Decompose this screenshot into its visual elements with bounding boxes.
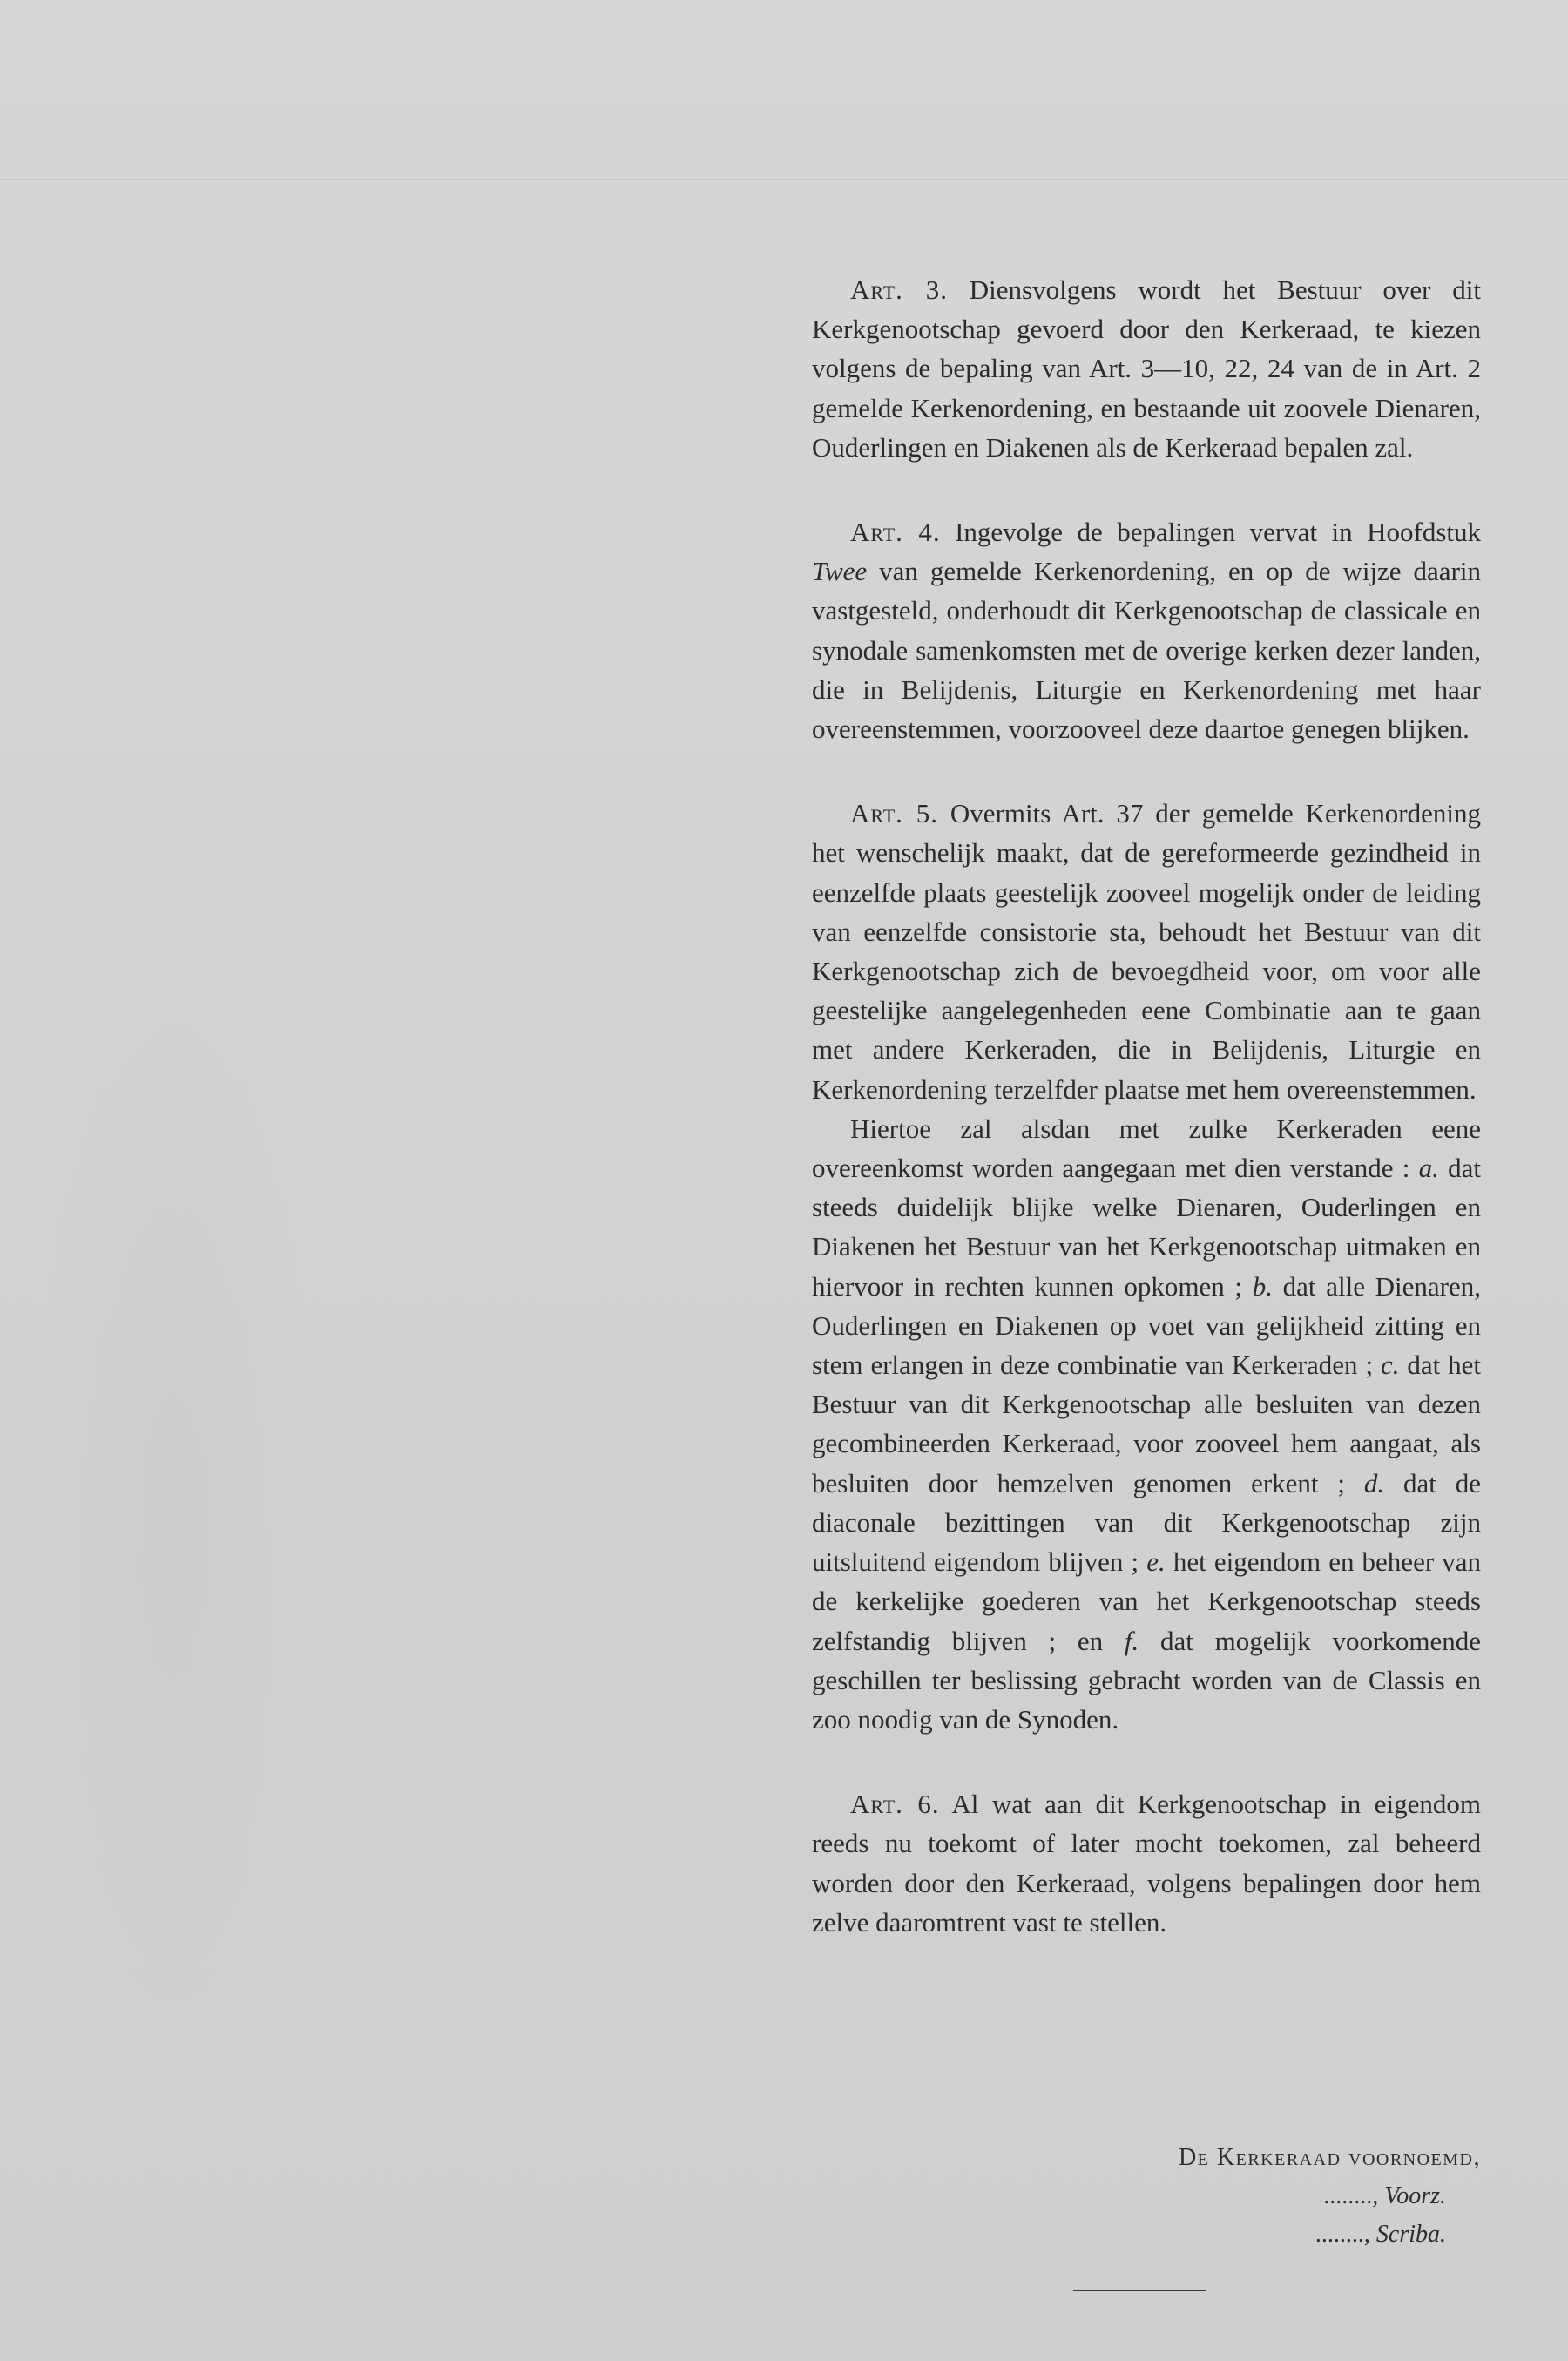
clause-text-a: dat steeds duidelijk blijke welke Dienaren, Ouderlingen en Diakenen het Bestuur van het Kerkgenootschap uitmaken en hiervoor in rechten kunnen opkomen ; bbox=[812, 1153, 1482, 1302]
clause-text-d: dat de diaconale bezittingen van dit Kerkgenootschap zijn uitsluitend eigendom blijven ; bbox=[812, 1467, 1482, 1578]
article-6 bbox=[812, 1784, 1481, 1942]
signature-secretary-line bbox=[1045, 2216, 1481, 2254]
signature-secretary-dots: ........, bbox=[1315, 2221, 1370, 2248]
article-4-text-before: Ingevolge de bepalingen vervat in Hoofdstuk bbox=[955, 517, 1482, 548]
article-4-text-after: van gemelde Kerkenordening, en op de wijze daarin vastgesteld, onderhoudt dit Kerkgenootschap de classicale en synodale samenkomsten met de overige kerken dezer landen, die in Belijdenis, Liturgie en Kerkenordening met haar overeenstemmen, voorzooveel deze daartoe genegen blijken. bbox=[812, 556, 1482, 745]
clause-letter-d: d. bbox=[1363, 1467, 1385, 1498]
clause-text-e: het eigendom en beheer van de kerkelijke goederen van het Kerkgenootschap steeds zelfstandig blijven ; en bbox=[812, 1546, 1482, 1656]
article-6-label: Art. 6. bbox=[850, 1789, 940, 1820]
paper-fold-line bbox=[0, 179, 1568, 180]
article-5-continuation bbox=[812, 1109, 1481, 1739]
article-4-emphasis: Twee bbox=[812, 556, 868, 587]
article-6-text: Al wat aan dit Kerkgenootschap in eigendom reeds nu toekomt of later mocht toekomen, zal beheerd worden door den Kerkeraad, volgens bepalingen door hem zelve daaromtrent vast te stellen. bbox=[812, 1789, 1481, 1938]
clause-text-b: dat alle Dienaren, Ouderlingen en Diakenen op voet van gelijkheid zitting en stem erlangen in deze combinatie van Kerkeraden ; bbox=[812, 1270, 1481, 1381]
article-5-intro: Hiertoe zal alsdan met zulke Kerkeraden eene overeenkomst worden aangegaan met dien verstande : bbox=[812, 1113, 1481, 1184]
text-column bbox=[812, 270, 1481, 1942]
clause-letter-e: e. bbox=[1146, 1546, 1166, 1578]
clause-text-f: dat mogelijk voorkomende geschillen ter beslissing gebracht worden van de Classis en zoo noodig van de Synoden. bbox=[812, 1625, 1481, 1735]
signature-chair-title: Voorz. bbox=[1384, 2182, 1446, 2209]
article-5 bbox=[812, 794, 1481, 1109]
clause-letter-b: b. bbox=[1252, 1270, 1273, 1302]
closing-rule bbox=[1073, 2290, 1206, 2291]
article-3 bbox=[812, 270, 1481, 467]
signature-secretary-title: Scriba. bbox=[1375, 2221, 1446, 2248]
clause-text-c: dat het Bestuur van dit Kerkgenootschap alle besluiten van dezen gecombineerden Kerkeraad, voor zooveel hem aangaat, als besluiten door hemzelven genomen erkent ; bbox=[812, 1350, 1481, 1498]
show-through-bleed bbox=[35, 958, 314, 2047]
article-4 bbox=[812, 512, 1481, 748]
clause-letter-c: c. bbox=[1380, 1350, 1400, 1381]
article-5-text: Overmits Art. 37 der gemelde Kerkenordening het wenschelijk maakt, dat de gereformeerde gezindheid in eenzelfde plaats geestelijk zooveel mogelijk onder de leiding van eenzelfde consistorie sta, behoudt het Bestuur van dit Kerkgenootschap zich de bevoegdheid voor, om voor alle geestelijke aangelegenheden eene Combinatie aan te gaan met andere Kerkeraden, die in Belijdenis, Liturgie en Kerkenordening terzelfder plaatse met hem overeenstemmen. bbox=[812, 798, 1481, 1105]
article-3-text: Diensvolgens wordt het Bestuur over dit Kerkgenootschap gevoerd door den Kerkeraad, te kiezen volgens de bepaling van Art. 3—10, 22, 24 van de in Art. 2 gemelde Kerkenordening, en bestaande uit zoovele Dienaren, Ouderlingen en Diakenen als de Kerkeraad bepalen zal. bbox=[812, 274, 1482, 463]
clause-letter-a: a. bbox=[1418, 1153, 1439, 1184]
signature-heading: De Kerkeraad voornoemd, bbox=[1178, 2144, 1481, 2171]
article-3-label: Art. 3. bbox=[850, 274, 948, 305]
signature-block bbox=[1045, 2139, 1481, 2254]
signature-chair-line bbox=[1045, 2177, 1481, 2216]
article-4-label: Art. 4. bbox=[850, 517, 941, 548]
clause-letter-f: f. bbox=[1124, 1625, 1139, 1656]
article-5-label: Art. 5. bbox=[850, 798, 939, 829]
signature-chair-dots: ........, bbox=[1323, 2182, 1379, 2209]
